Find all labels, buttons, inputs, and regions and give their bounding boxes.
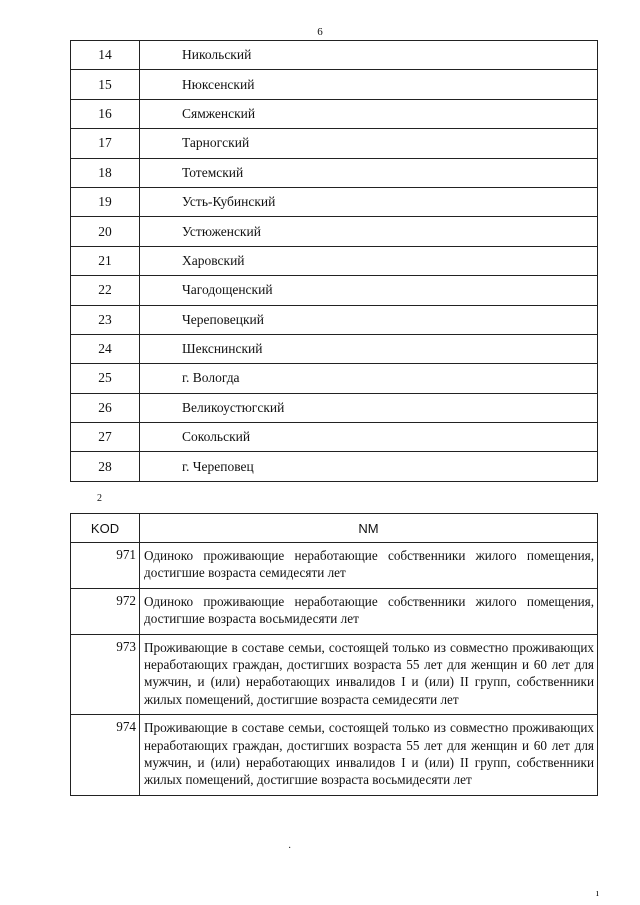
district-row <box>71 305 598 334</box>
district-number: 28 <box>71 452 140 481</box>
code-row <box>71 634 598 715</box>
district-row <box>71 129 598 158</box>
districts-table <box>70 40 598 482</box>
district-number: 17 <box>71 129 140 158</box>
code-row <box>71 715 598 796</box>
district-number: 14 <box>71 41 140 70</box>
district-row <box>71 246 598 275</box>
district-name: Харовский <box>140 246 598 275</box>
district-row <box>71 70 598 99</box>
district-number: 27 <box>71 423 140 452</box>
code-description: Одиноко проживающие неработающие собственники жилого помещения, достигшие возраста восьмидесяти лет <box>140 588 598 634</box>
scan-speck: · <box>288 843 292 854</box>
district-number: 19 <box>71 187 140 216</box>
district-name: Череповецкий <box>140 305 598 334</box>
district-number: 22 <box>71 276 140 305</box>
district-name: Сямженский <box>140 99 598 128</box>
district-row <box>71 158 598 187</box>
district-number: 15 <box>71 70 140 99</box>
district-name: Великоустюгский <box>140 393 598 422</box>
district-number: 23 <box>71 305 140 334</box>
district-name: Никольский <box>140 41 598 70</box>
code-description: Проживающие в составе семьи, состоящей только из совместно проживающих неработающих граждан, достигших возраста 55 лет для женщин и 60 лет для мужчин, и (или) неработающих инвалидов I и (или) II групп, собственники жилых помещений, достигшие возраста семидесяти лет <box>140 634 598 715</box>
district-row <box>71 217 598 246</box>
code-value: 974 <box>71 715 140 796</box>
codes-header-row <box>71 514 598 543</box>
district-number: 26 <box>71 393 140 422</box>
district-row <box>71 452 598 481</box>
district-name: Тотемский <box>140 158 598 187</box>
district-row <box>71 276 598 305</box>
district-row <box>71 187 598 216</box>
codes-table <box>70 513 598 796</box>
district-number: 20 <box>71 217 140 246</box>
district-name: г. Вологда <box>140 364 598 393</box>
district-name: Нюксенский <box>140 70 598 99</box>
district-row <box>71 99 598 128</box>
code-row <box>71 588 598 634</box>
district-row <box>71 364 598 393</box>
code-description: Одиноко проживающие неработающие собственники жилого помещения, достигшие возраста семидесяти лет <box>140 543 598 589</box>
district-name: Чагодощенский <box>140 276 598 305</box>
code-row <box>71 543 598 589</box>
district-name: Устюженский <box>140 217 598 246</box>
district-name: Усть-Кубинский <box>140 187 598 216</box>
district-name: г. Череповец <box>140 452 598 481</box>
district-number: 16 <box>71 99 140 128</box>
district-number: 25 <box>71 364 140 393</box>
scan-speck: ı <box>596 888 599 899</box>
district-row <box>71 393 598 422</box>
code-value: 972 <box>71 588 140 634</box>
district-name: Тарногский <box>140 129 598 158</box>
district-row <box>71 41 598 70</box>
header-kod: KOD <box>71 514 140 543</box>
district-row <box>71 423 598 452</box>
district-number: 24 <box>71 334 140 363</box>
code-value: 973 <box>71 634 140 715</box>
district-number: 18 <box>71 158 140 187</box>
district-row <box>71 334 598 363</box>
header-nm: NM <box>140 514 598 543</box>
code-value: 971 <box>71 543 140 589</box>
district-name: Сокольский <box>140 423 598 452</box>
section-label: 2 <box>97 493 102 504</box>
page-number: 6 <box>317 26 323 38</box>
code-description: Проживающие в составе семьи, состоящей только из совместно проживающих неработающих граждан, достигших возраста 55 лет для женщин и 60 лет для мужчин, и (или) неработающих инвалидов I и (или) II групп, собственники жилых помещений, достигшие возраста восьмидесяти лет <box>140 715 598 796</box>
district-number: 21 <box>71 246 140 275</box>
district-name: Шекснинский <box>140 334 598 363</box>
